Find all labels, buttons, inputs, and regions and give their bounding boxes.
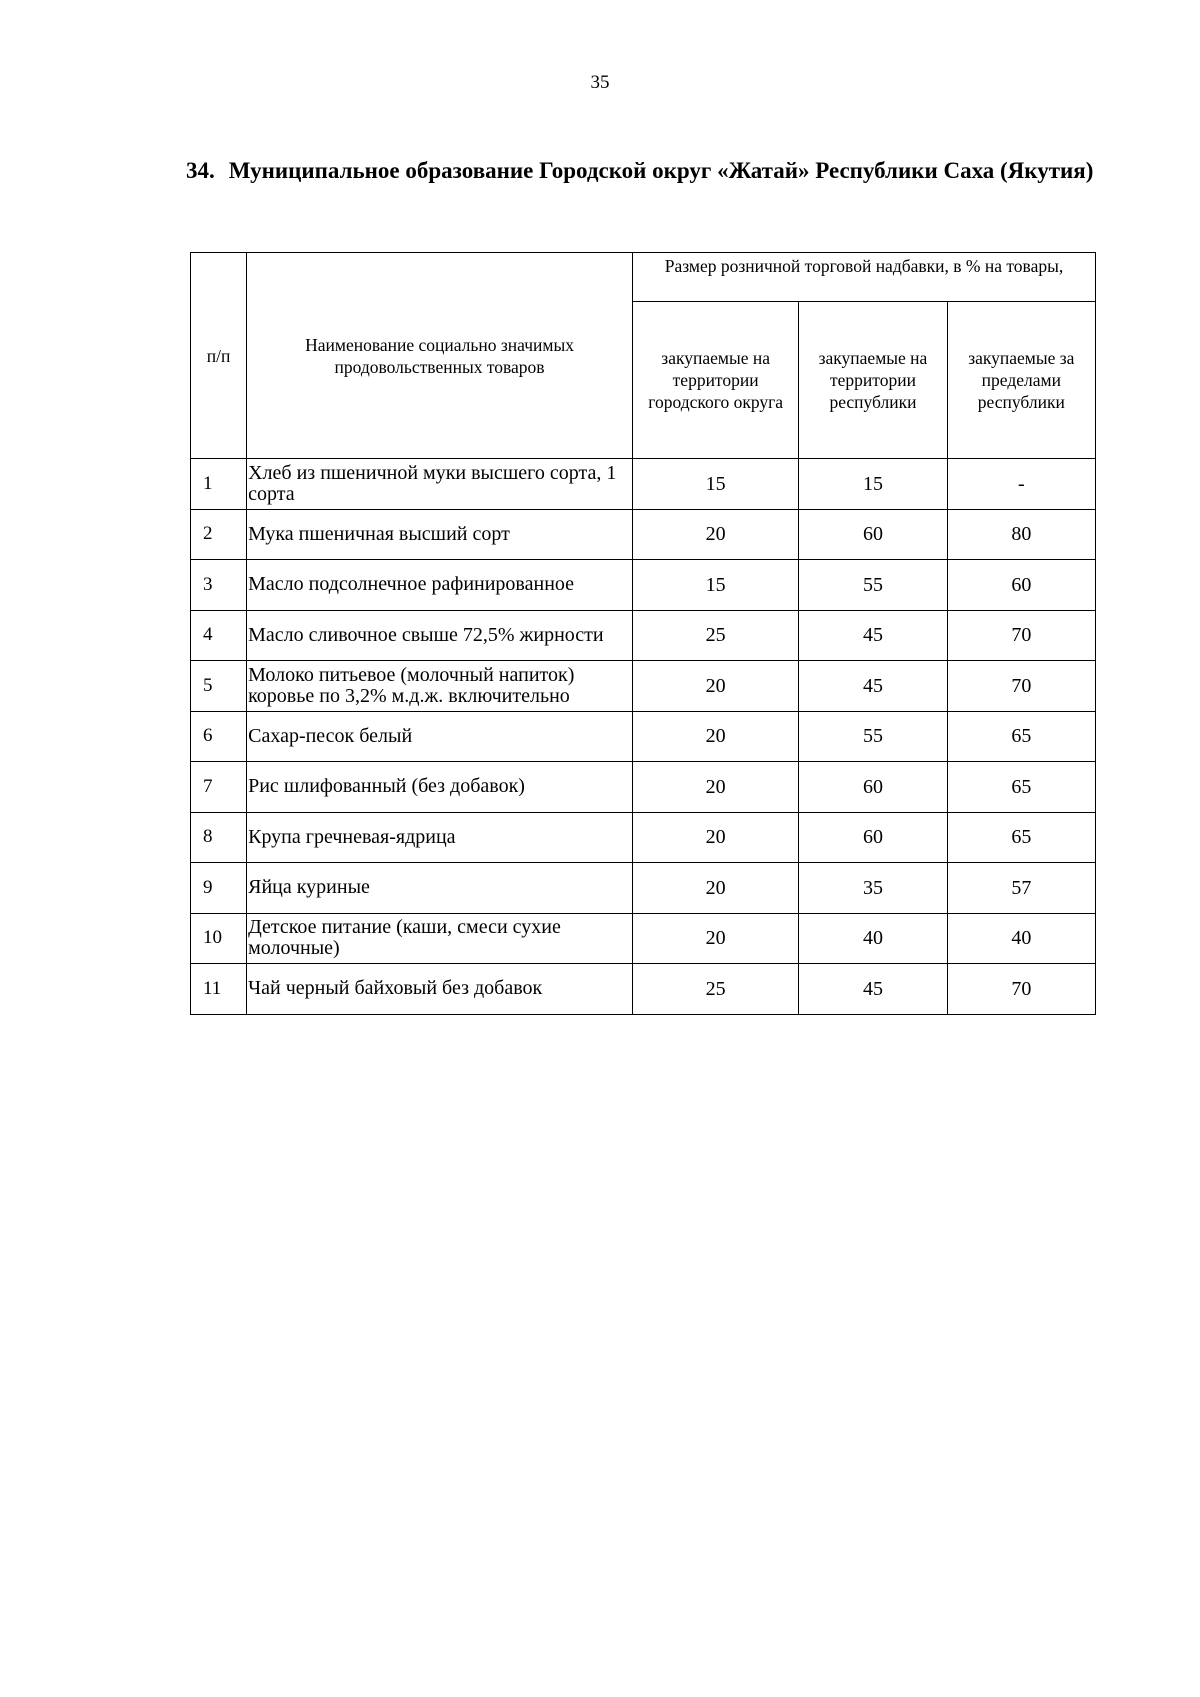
markup-outside-republic: 60 (947, 560, 1095, 611)
product-name: Молоко питьевое (молочный напиток) коровье по 3,2% м.д.ж. включительно (247, 661, 633, 712)
row-number: 2 (191, 509, 247, 560)
row-number: 5 (191, 661, 247, 712)
markup-republic: 15 (799, 459, 947, 510)
table-row (191, 560, 1096, 611)
table-row (191, 459, 1096, 510)
markup-outside-republic: 70 (947, 661, 1095, 712)
markup-city-district: 20 (632, 661, 798, 712)
row-number: 8 (191, 812, 247, 863)
markup-republic: 40 (799, 913, 947, 964)
table-row (191, 762, 1096, 813)
product-name: Рис шлифованный (без добавок) (247, 762, 633, 813)
table-row (191, 913, 1096, 964)
product-name: Сахар-песок белый (247, 711, 633, 762)
table-header-row (191, 253, 1096, 302)
markup-city-district: 15 (632, 560, 798, 611)
product-name: Мука пшеничная высший сорт (247, 509, 633, 560)
product-name: Масло сливочное свыше 72,5% жирности (247, 610, 633, 661)
markup-city-district: 25 (632, 964, 798, 1015)
markup-republic: 60 (799, 509, 947, 560)
markup-city-district: 20 (632, 762, 798, 813)
header-republic: закупаемые на территории республики (799, 302, 947, 459)
row-number: 4 (191, 610, 247, 661)
markup-outside-republic: - (947, 459, 1095, 510)
markup-outside-republic: 65 (947, 762, 1095, 813)
product-name: Масло подсолнечное рафинированное (247, 560, 633, 611)
product-name: Чай черный байховый без добавок (247, 964, 633, 1015)
markup-city-district: 20 (632, 812, 798, 863)
row-number: 3 (191, 560, 247, 611)
markup-outside-republic: 80 (947, 509, 1095, 560)
product-name: Детское питание (каши, смеси сухие молочные) (247, 913, 633, 964)
markup-republic: 55 (799, 560, 947, 611)
table-row (191, 610, 1096, 661)
row-number: 6 (191, 711, 247, 762)
markup-republic: 45 (799, 610, 947, 661)
section-number: 34. (186, 158, 215, 183)
header-num: п/п (191, 253, 247, 459)
header-product-name: Наименование социально значимых продовольственных товаров (247, 253, 633, 459)
markup-republic: 45 (799, 964, 947, 1015)
markup-outside-republic: 65 (947, 711, 1095, 762)
markup-outside-republic: 70 (947, 964, 1095, 1015)
markup-city-district: 20 (632, 913, 798, 964)
markup-city-district: 15 (632, 459, 798, 510)
header-city-district: закупаемые на территории городского округа (632, 302, 798, 459)
markup-city-district: 25 (632, 610, 798, 661)
table-row (191, 964, 1096, 1015)
markup-republic: 45 (799, 661, 947, 712)
header-markup-group: Размер розничной торговой надбавки, в % на товары, (632, 253, 1095, 302)
product-name: Яйца куриные (247, 863, 633, 914)
markup-republic: 55 (799, 711, 947, 762)
markup-city-district: 20 (632, 509, 798, 560)
section-heading (186, 156, 1114, 185)
markup-outside-republic: 70 (947, 610, 1095, 661)
product-name: Крупа гречневая-ядрица (247, 812, 633, 863)
markup-city-district: 20 (632, 711, 798, 762)
markup-republic: 60 (799, 812, 947, 863)
row-number: 7 (191, 762, 247, 813)
header-outside-republic: закупаемые за пределами республики (947, 302, 1095, 459)
markup-outside-republic: 40 (947, 913, 1095, 964)
markup-republic: 60 (799, 762, 947, 813)
row-number: 9 (191, 863, 247, 914)
table-row (191, 509, 1096, 560)
product-name: Хлеб из пшеничной муки высшего сорта, 1 сорта (247, 459, 633, 510)
page-number: 35 (590, 72, 610, 93)
markup-city-district: 20 (632, 863, 798, 914)
markup-republic: 35 (799, 863, 947, 914)
row-number: 11 (191, 964, 247, 1015)
section-title: Муниципальное образование Городской округ «Жатай» Республики Саха (Якутия) (228, 158, 1094, 183)
table-row (191, 812, 1096, 863)
markup-outside-republic: 65 (947, 812, 1095, 863)
table-row (191, 661, 1096, 712)
markup-table (190, 252, 1096, 1015)
table-row (191, 711, 1096, 762)
row-number: 10 (191, 913, 247, 964)
row-number: 1 (191, 459, 247, 510)
table-row (191, 863, 1096, 914)
markup-outside-republic: 57 (947, 863, 1095, 914)
